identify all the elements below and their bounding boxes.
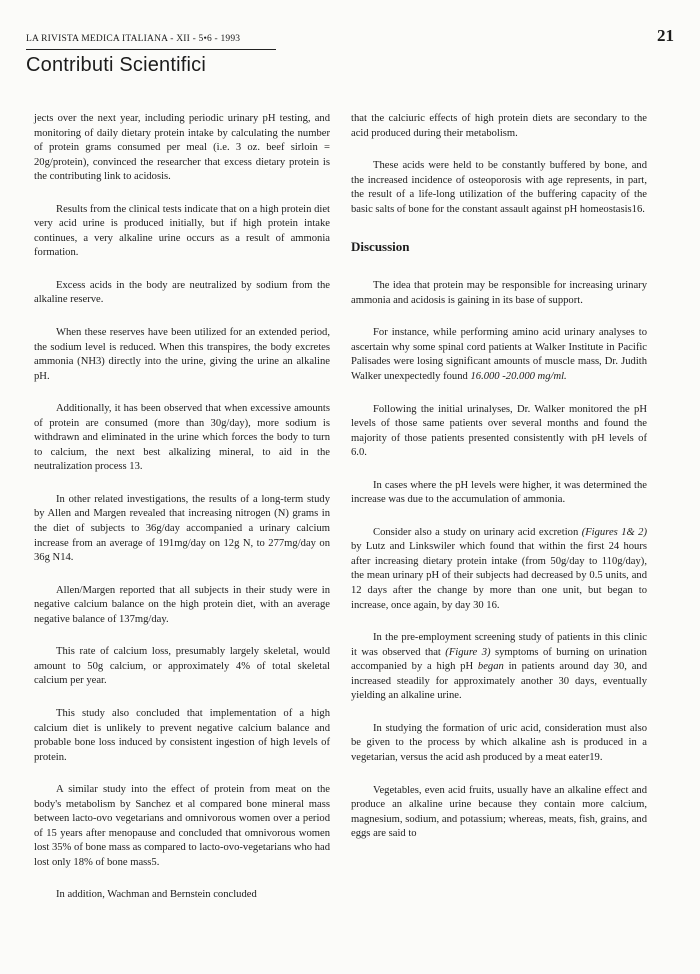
paragraph-text: Consider also a study on urinary acid excretion — [373, 526, 579, 538]
paragraph: These acids were held to be constantly buffered by bone, and the increased incidence of osteoporosis with age represents, in part, the result of a life-long utilization of the buffering capacity of the basic salts of bone for the constant assault against pH homeostasis16. — [351, 160, 647, 215]
paragraph: Excess acids in the body are neutralized by sodium from the alkaline reserve. — [34, 279, 330, 306]
paragraph: Allen/Margen reported that all subjects in their study were in negative calcium balance on the high protein diet, with an average negative balance of 137mg/day. — [34, 584, 330, 625]
paragraph: When these reserves have been utilized for an extended period, the sodium level is reduced. When this transpires, the body excretes ammonia (NH3) directly into the urine, giving the urine an alkaline pH. — [34, 327, 330, 382]
right-column — [351, 112, 647, 860]
paragraph-text: In the pre-employment screening study of patients in this clinic it was observed that — [351, 632, 647, 658]
section-heading-discussion: Discussion — [351, 239, 410, 255]
figure-reference: (Figure 3) — [445, 646, 491, 658]
paragraph: Results from the clinical tests indicate that on a high protein diet very acid urine is produced initially, but if high protein intake continues, a very alkaline urine occurs as a result of ammonia formation. — [34, 203, 330, 259]
paragraph-text: by Lutz and Linkswiler which found that within the first 24 hours after increasing dietary protein intake (from 50g/day to 110g/day), the mean urinary pH of their subjects had decreased by 0.5 units, and 12 days after the change by more than one unit, but began to increase, once again, by day 30 16. — [351, 541, 647, 611]
paragraph-text: symptoms of burning on urination accompanied by a high pH — [351, 646, 647, 673]
paragraph: Additionally, it has been observed that when excessive amounts of protein are consumed (more than 30g/day), more sodium is withdrawn and eliminated in the urine which forces the body to turn to calcium, the next best alkalizing mineral, to aid in the neutralization process 13. — [34, 403, 330, 473]
paragraph-text: in patients around day 30, and increased steadily for approximately another 30 days, eventually yielding an alkaline urine. — [351, 661, 647, 702]
paragraph-text: For instance, while performing amino acid urinary analyses to ascertain why some spinal cord patients at Walker Institute in Pacific Palisades were losing significant amounts of muscle mass, Dr. Judith Walker unexpectedly found — [351, 327, 647, 383]
paragraph: In studying the formation of uric acid, consideration must also be given to the process by which alkaline ash is produced in a vegetarian, versus the acid ash produced by a meat eater19. — [351, 722, 647, 763]
paragraph: In cases where the pH levels were higher, it was determined the increase was due to the accumulation of ammonia. — [351, 479, 647, 506]
paragraph: The idea that protein may be responsible for increasing urinary ammonia and acidosis is gaining in its base of support. — [351, 280, 647, 306]
header-rule — [26, 49, 276, 50]
paragraph: This rate of calcium loss, presumably largely skeletal, would amount to 50g calcium, or approximately 4% of total skeletal calcium per year. — [34, 646, 330, 687]
left-column — [34, 112, 330, 921]
italic-word: began — [477, 661, 504, 673]
paragraph: A similar study into the effect of protein from meat on the body's metabolism by Sanchez et al compared bone mineral mass between lacto-ovo vegetarians and omnivorous women over a period of 15 years after menopause and concluded that omnivorous women lost 35% of bone mass as compared to lacto-ovo-vegetarians who had lost only 18% of bone mass5. — [34, 784, 330, 868]
italic-value: 16.000 -20.000 mg/ml. — [470, 371, 567, 383]
paragraph — [351, 326, 647, 384]
paragraph: Following the initial urinalyses, Dr. Walker monitored the pH levels of those same patients over several months and found the majority of those patients presented consistently with pH levels of 6.0. — [351, 403, 647, 459]
paragraph: that the calciuric effects of high protein diets are secondary to the acid produced during their metabolism. — [351, 113, 647, 139]
paragraph: In other related investigations, the results of a long-term study by Allen and Margen revealed that increasing nitrogen (N) grams in the diet of subjects to 36g/day accompanied a urinary calcium increase from an average of 191mg/day on 12g N, to 277mg/day on 36g N14. — [34, 493, 330, 564]
paragraph: Vegetables, even acid fruits, usually have an alkaline effect and produce an alkaline urine because they contain more calcium, magnesium, sodium, and potassium; whereas, meats, fish, grains, and eggs are said to — [351, 784, 647, 840]
paragraph: In addition, Wachman and Bernstein concluded — [56, 889, 257, 901]
paragraph: This study also concluded that implementation of a high calcium diet is unlikely to prevent negative calcium balance and probable bone loss induced by consistent ingestion of high levels of protein. — [34, 707, 330, 763]
figure-reference: (Figures 1& 2) — [581, 526, 648, 538]
section-title: Contributi Scientifici — [26, 54, 207, 76]
paragraph — [351, 526, 647, 613]
journal-running-head: LA RIVISTA MEDICA ITALIANA - XII - 5•6 - 1993 — [26, 34, 241, 44]
paragraph — [351, 631, 647, 704]
paragraph: jects over the next year, including periodic urinary pH testing, and monitoring of daily dietary protein intake by calculating the number of protein grams consumed per meal (i.e. 3 oz. beef sirloin = 20g/protein), convinced the researcher that excess dietary protein is the contributing link to acidosis. — [34, 113, 330, 183]
page-number: 21 — [657, 26, 674, 45]
